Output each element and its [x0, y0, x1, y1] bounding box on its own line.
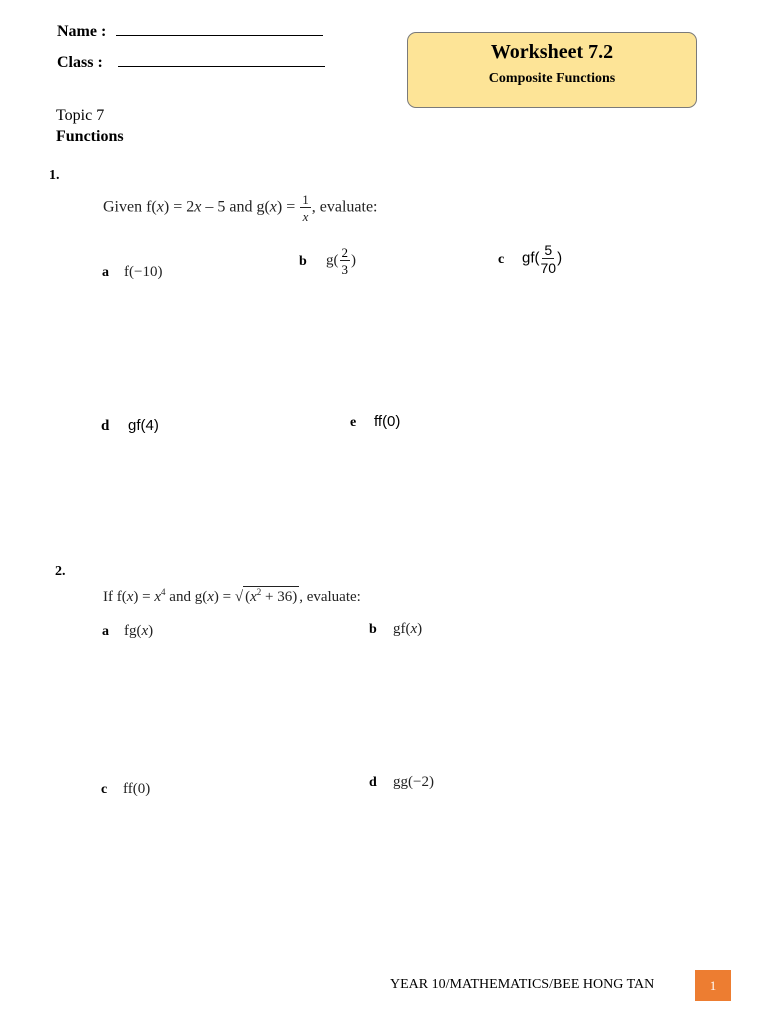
q1-part-c — [498, 243, 562, 275]
page-number-badge — [695, 970, 731, 1001]
q1-part-c-letter: c — [498, 251, 505, 267]
footer-text: YEAR 10/MATHEMATICS/BEE HONG TAN — [390, 977, 655, 992]
q1-part-c-den: 70 — [540, 260, 557, 276]
q2-part-a-letter: a — [102, 624, 109, 639]
q1-stem-var-2: x — [194, 198, 202, 216]
q2-stem-text-3: and g( — [165, 589, 208, 605]
q2-stem-power: 4 — [161, 587, 166, 597]
topic-name: Functions — [56, 128, 124, 145]
q1-part-a — [102, 263, 162, 281]
q2-part-a-var: x — [141, 623, 149, 639]
q2-part-d-letter: d — [369, 775, 377, 790]
q2-stem-rad-close: + 36) — [261, 589, 298, 605]
worksheet-title-box — [407, 32, 697, 108]
name-label: Name : — [57, 23, 107, 40]
q1-part-c-num: 5 — [544, 242, 553, 258]
q1-stem-fraction — [300, 193, 311, 223]
q1-stem-text-3: – 5 and g( — [201, 198, 270, 216]
q2-stem-var-3: x — [207, 589, 214, 605]
class-label: Class : — [57, 54, 103, 71]
question-2-number: 2. — [55, 564, 66, 579]
q2-part-c — [101, 780, 150, 798]
question-1-stem — [103, 193, 378, 223]
q1-part-d-expression: gf(4) — [128, 417, 159, 434]
q1-part-b-fraction — [340, 246, 351, 276]
q2-stem-rad-var: x — [250, 589, 257, 605]
q2-stem-text-5: , evaluate: — [299, 589, 361, 605]
q1-part-c-fraction — [541, 243, 557, 275]
q1-stem-text-4: ) = — [276, 198, 296, 216]
q2-part-a-post: ) — [148, 623, 154, 639]
q2-part-d-expression: gg(−2) — [393, 774, 434, 790]
name-blank-line[interactable] — [116, 22, 323, 36]
class-field-row — [57, 53, 325, 72]
q1-part-b-post: ) — [351, 252, 356, 269]
q1-part-b-num: 2 — [341, 245, 348, 260]
q2-part-b-post: ) — [417, 621, 423, 637]
q1-part-d-letter: d — [101, 418, 110, 434]
q2-stem-var-2: x — [154, 589, 162, 605]
q2-part-c-expression: ff(0) — [123, 781, 151, 797]
q2-part-b — [369, 620, 422, 638]
q2-stem-radicand — [243, 586, 299, 606]
worksheet-subtitle: Composite Functions — [488, 71, 616, 86]
q1-part-b-pre: g( — [326, 252, 339, 269]
q1-part-c-post: ) — [557, 249, 563, 267]
q1-part-a-letter: a — [102, 265, 109, 280]
q2-part-a — [102, 622, 153, 640]
q2-stem-rad-open: ( — [245, 589, 251, 605]
page-number: 1 — [709, 977, 717, 993]
name-field-row — [57, 22, 323, 41]
q1-part-c-pre: gf( — [522, 249, 540, 267]
q1-stem-text-5: , evaluate: — [311, 198, 378, 216]
q1-part-b — [299, 246, 356, 276]
q1-part-e-expression: ff(0) — [374, 413, 401, 430]
topic-number: Topic 7 — [56, 107, 105, 124]
worksheet-title: Worksheet 7.2 — [490, 41, 614, 63]
q1-part-d — [101, 417, 159, 435]
q1-part-b-den: 3 — [341, 262, 348, 277]
q1-stem-text-1: Given f( — [103, 198, 157, 216]
q2-stem-text-4: ) = √ — [213, 589, 244, 605]
q2-part-d — [369, 773, 434, 791]
q2-part-b-pre: gf( — [393, 621, 411, 637]
q1-stem-text-2: ) = 2 — [163, 198, 195, 216]
q1-part-a-expression: f(−10) — [124, 264, 163, 280]
q2-stem-text-2: ) = — [133, 589, 155, 605]
question-2-stem — [103, 586, 361, 606]
q1-stem-frac-num: 1 — [302, 192, 309, 207]
q2-part-b-var: x — [410, 621, 418, 637]
q2-part-a-pre: fg( — [124, 623, 142, 639]
q1-stem-var-3: x — [269, 198, 277, 216]
q1-stem-frac-den: x — [302, 209, 309, 224]
question-1-number: 1. — [49, 168, 60, 183]
class-blank-line[interactable] — [118, 53, 325, 67]
q2-part-b-letter: b — [369, 622, 377, 637]
q2-stem-var-1: x — [126, 589, 134, 605]
q1-stem-var-1: x — [156, 198, 164, 216]
q1-part-e — [350, 413, 400, 431]
q2-stem-rad-power: 2 — [256, 587, 262, 597]
q1-part-e-letter: e — [350, 415, 357, 430]
q1-part-b-letter: b — [299, 253, 307, 269]
q2-part-c-letter: c — [101, 782, 108, 797]
q2-stem-text-1: If f( — [103, 589, 127, 605]
